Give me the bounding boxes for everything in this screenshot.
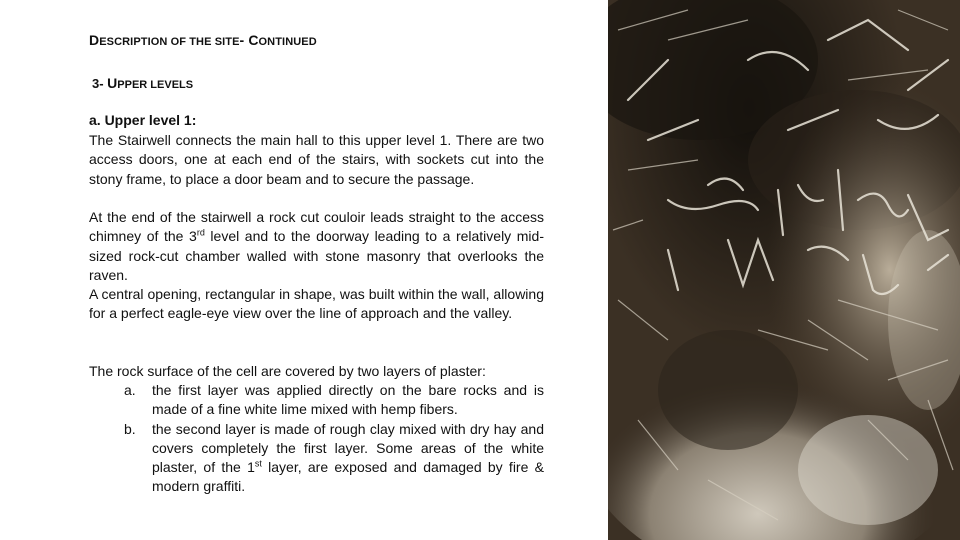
- list-item: a. the first layer was applied directly on the bare rocks and is made of a fine white lime mixed with hemp fibers.: [124, 382, 544, 418]
- rock-graffiti-photo: [608, 0, 960, 540]
- section-subtitle: 3- UPPER LEVELS: [92, 75, 194, 91]
- page-title: DESCRIPTION OF THE SITE- CONTINUED: [89, 32, 317, 48]
- paragraph-plaster: The rock surface of the cell are covered by two layers of plaster:: [89, 363, 486, 379]
- paragraph-stairwell: The Stairwell connects the main hall to this upper level 1. There are two access doors, one at each end of the stairs, with sockets cut into the stony frame, to place a door beam and to secure the passage.: [89, 132, 544, 187]
- list-item: b. the second layer is made of rough clay mixed with dry hay and covers completely the first layer. Some areas of the white plaster, of the 1st layer, are exposed and damaged by fire & modern graffiti.: [124, 420, 544, 495]
- item-heading: a. Upper level 1:: [89, 112, 197, 128]
- paragraph-couloir: At the end of the stairwell a rock cut couloir leads straight to the access chimney of the 3rd level and to the doorway leading to a relatively mid-sized rock-cut chamber walled with stone masonry that overlooks the raven.: [89, 209, 544, 283]
- plaster-layers-list: [124, 381, 544, 497]
- paragraph-opening: A central opening, rectangular in shape, was built within the wall, allowing for a perfect eagle-eye view over the line of approach and the valley.: [89, 286, 544, 322]
